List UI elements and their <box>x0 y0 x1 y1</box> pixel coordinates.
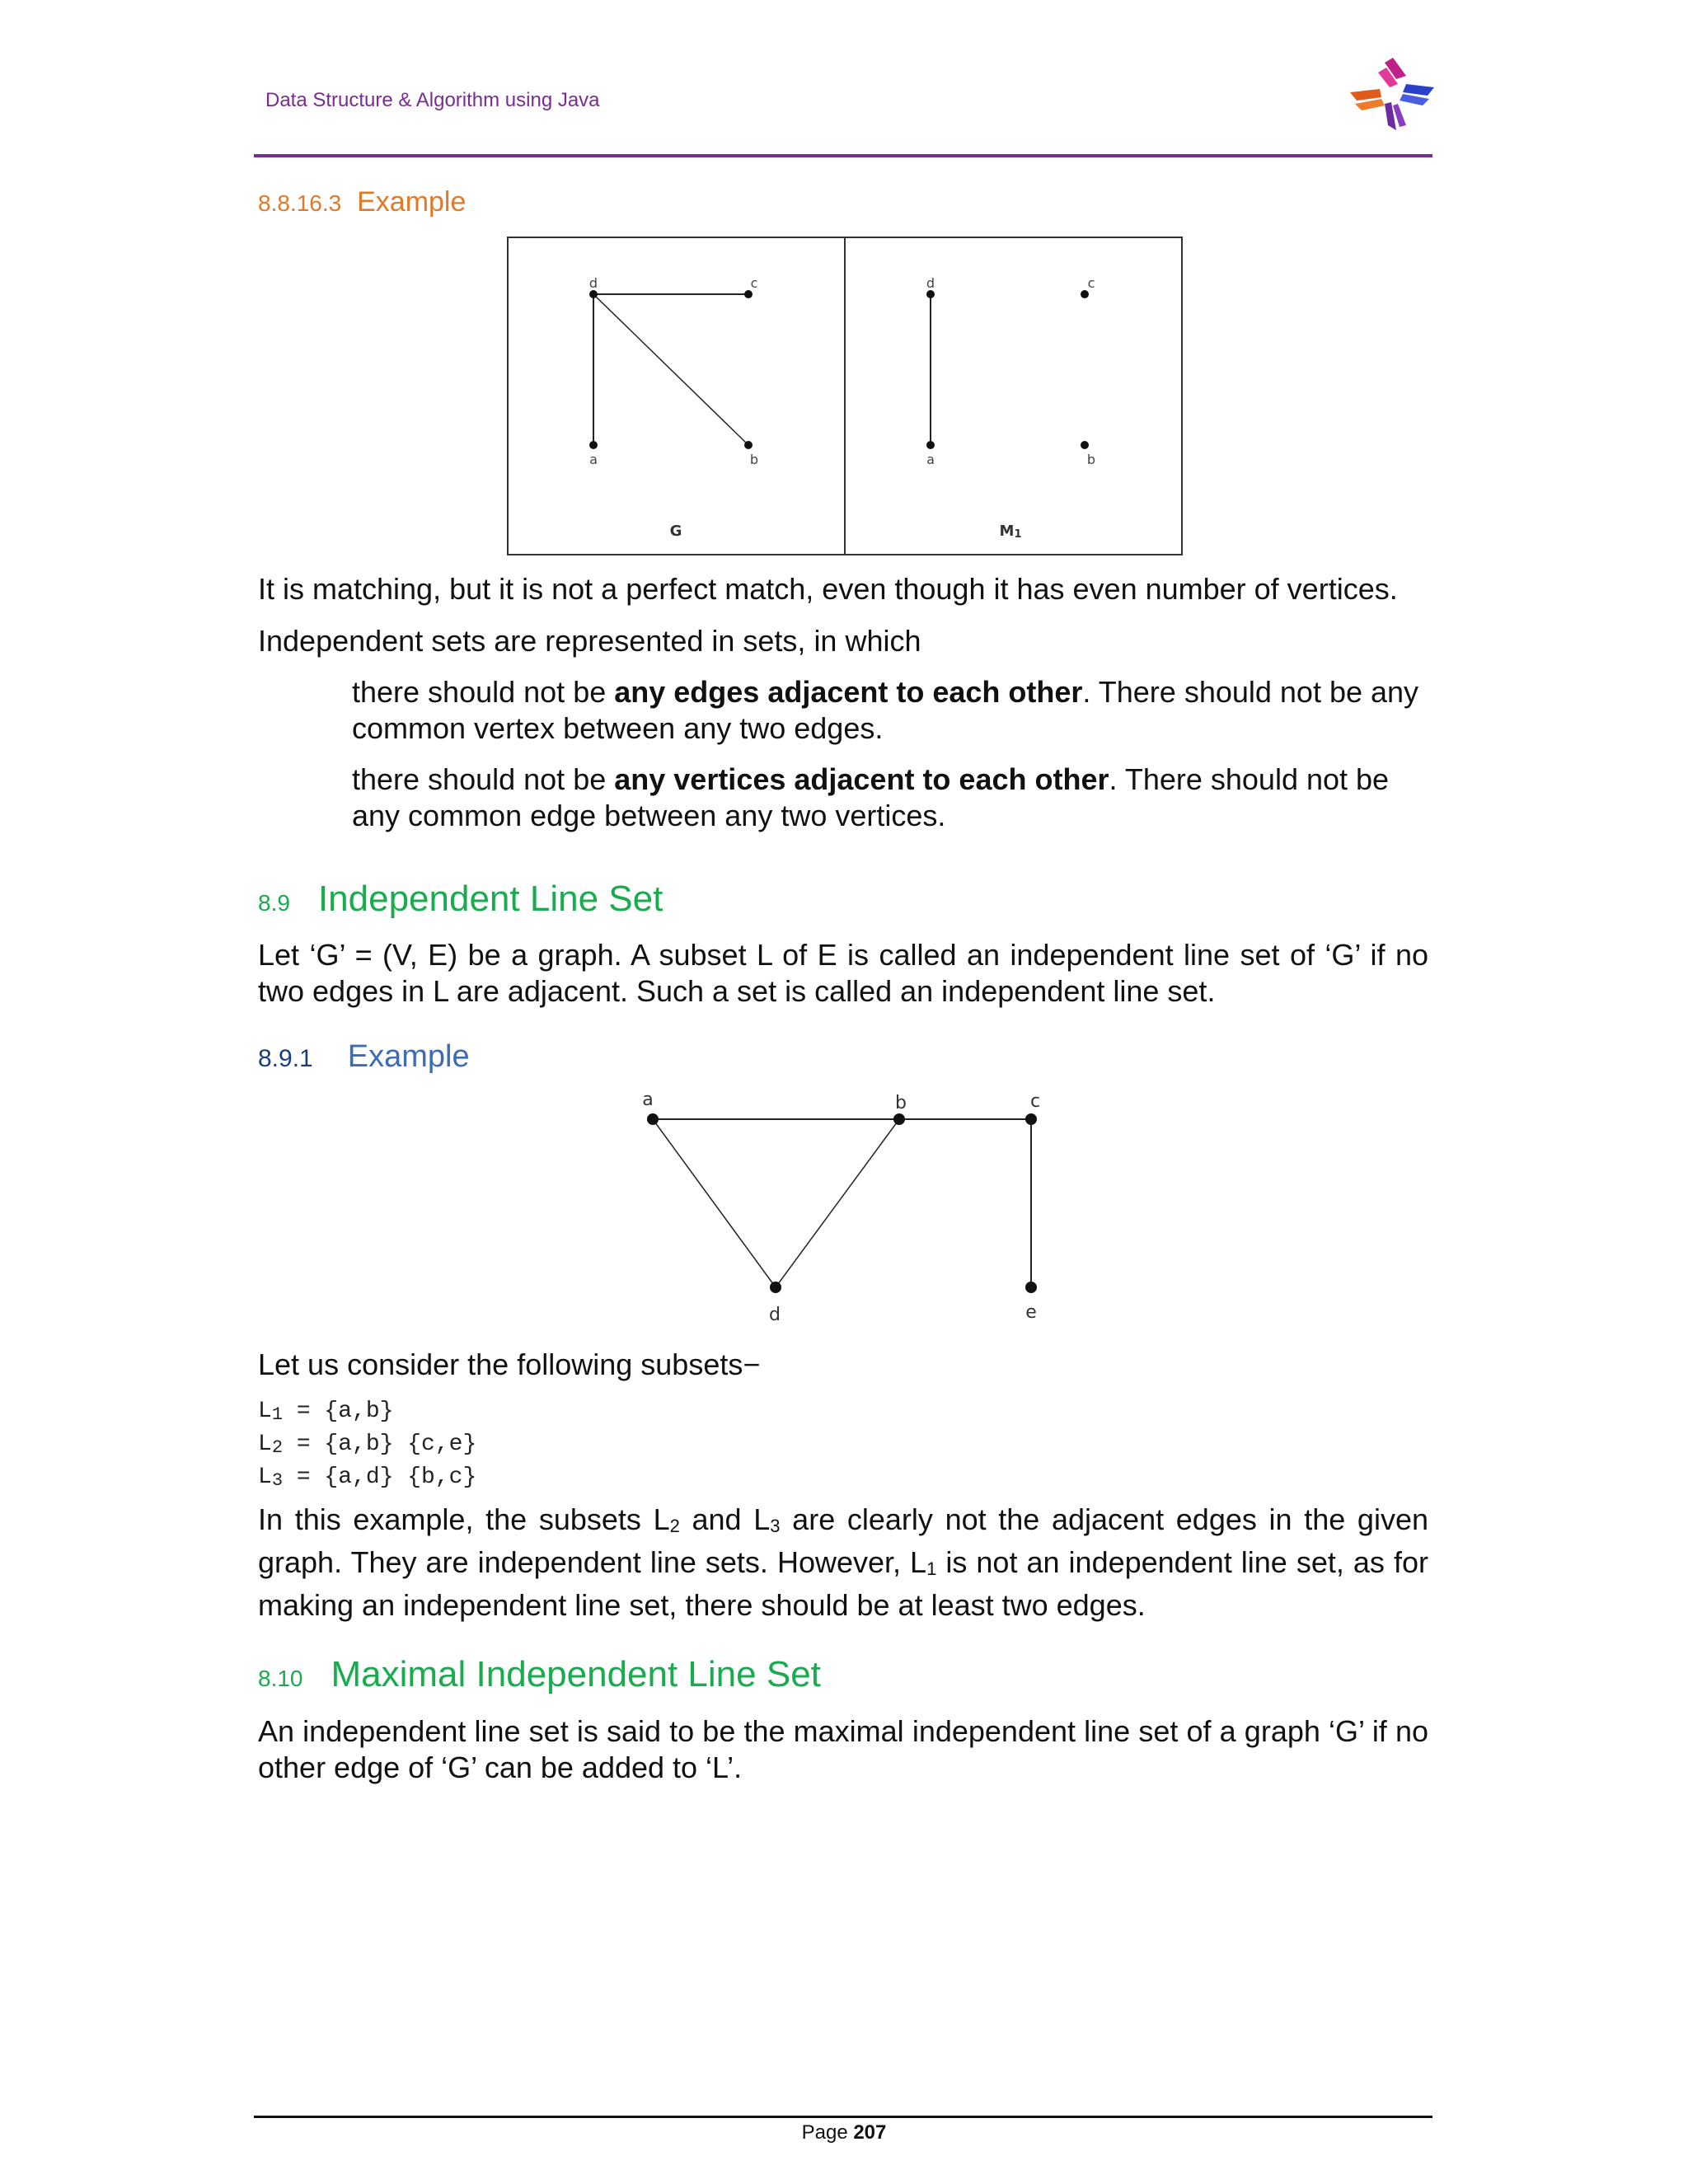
label-d: d <box>926 275 935 291</box>
vertex-b <box>893 1113 905 1125</box>
label-d: d <box>769 1305 781 1325</box>
vertex-d <box>589 290 598 298</box>
section-number: 8.9 <box>258 890 290 916</box>
label-d: d <box>588 275 598 291</box>
label-a: a <box>642 1090 654 1110</box>
section-heading-8-10 <box>258 1654 821 1695</box>
bullet-edges <box>352 674 1432 747</box>
caption-g: G <box>669 523 682 540</box>
edge-a-d <box>653 1119 776 1287</box>
subset-item: L3 = {a,d} {b,c} <box>258 1465 477 1491</box>
paragraph-subsets-intro: Let us consider the following subsets− <box>258 1347 761 1381</box>
vertex-e <box>1025 1282 1037 1293</box>
subsets-list <box>258 1397 476 1496</box>
subsection-heading <box>258 186 466 218</box>
caption-m1: M1 <box>999 523 1022 541</box>
bullet-vertices-post: . There should not be any common edge between any two vertices. <box>352 762 1390 832</box>
paragraph-definition: Let ‘G’ = (V, E) be a graph. A subset L of E is called an independent line set of ‘G’ if no two edges in L are adjacent. Such a set is called an independent line set. <box>258 938 1428 1008</box>
label-c: c <box>1029 1091 1041 1112</box>
bullet-edges-pre: there should not be <box>352 675 615 709</box>
footer-divider <box>254 2116 1432 2118</box>
subset-item: L2 = {a,b} {c,e} <box>258 1432 477 1458</box>
label-a: a <box>926 452 935 467</box>
page-number-value: 207 <box>853 2121 887 2144</box>
vertex-a <box>926 441 935 449</box>
figure-matching-example <box>507 237 1183 555</box>
label-e: e <box>1025 1302 1037 1323</box>
label-b: b <box>749 452 759 467</box>
header-title: Data Structure & Algorithm using Java <box>265 89 600 111</box>
section-number: 8.10 <box>258 1666 303 1691</box>
vertex-d <box>926 290 935 298</box>
vertex-a <box>589 441 598 449</box>
subsection-title: Example <box>357 186 467 218</box>
example-number: 8.9.1 <box>258 1045 313 1072</box>
vertex-d <box>770 1282 781 1293</box>
label-a: a <box>589 452 598 467</box>
bullet-vertices-bold: any vertices adjacent to each other <box>614 762 1109 796</box>
paragraph-maximal-definition: An independent line set is said to be the maximal independent line set of a graph ‘G’ if no other edge of ‘G’ can be added to ‘L’. <box>258 1714 1428 1784</box>
page-number <box>0 2121 1688 2144</box>
subsection-number: 8.8.16.3 <box>258 190 342 216</box>
example-title: Example <box>347 1039 470 1074</box>
label-b: b <box>895 1093 907 1113</box>
section-heading-8-9 <box>258 879 663 920</box>
vertex-a <box>647 1113 659 1125</box>
vertex-c <box>1081 290 1089 298</box>
example-heading-8-9-1 <box>258 1039 470 1075</box>
edge-b-d <box>776 1119 899 1287</box>
publisher-logo <box>1342 51 1439 134</box>
section-title: Independent Line Set <box>317 879 663 919</box>
vertex-b <box>744 441 753 449</box>
figure-independent-line-set <box>626 1084 1055 1331</box>
bullet-edges-bold: any edges adjacent to each other <box>614 675 1083 709</box>
page-label: Page <box>801 2121 854 2144</box>
header-divider <box>254 154 1432 157</box>
bullet-edges-post: . There should not be any common vertex between any two edges. <box>352 675 1419 745</box>
vertex-c <box>1025 1113 1037 1125</box>
label-b: b <box>1086 452 1096 467</box>
bullet-vertices <box>352 762 1432 834</box>
label-c: c <box>1087 275 1095 291</box>
paragraph-independent-sets: Independent sets are represented in sets, in which <box>258 624 921 658</box>
subset-item: L1 = {a,b} <box>258 1399 394 1425</box>
paragraph-explanation: In this example, the subsets L2 and L3 are clearly not the adjacent edges in the given graph. They are independent line sets. However, L1 is not an independent line set, as for making an independent line set, there should be at least two edges. <box>258 1502 1428 1622</box>
bullet-vertices-pre: there should not be <box>352 762 615 796</box>
paragraph-matching: It is matching, but it is not a perfect match, even though it has even number of vertices. <box>258 572 1398 606</box>
label-c: c <box>750 275 758 291</box>
vertex-c <box>744 290 753 298</box>
vertex-b <box>1081 441 1089 449</box>
section-title: Maximal Independent Line Set <box>331 1654 821 1694</box>
